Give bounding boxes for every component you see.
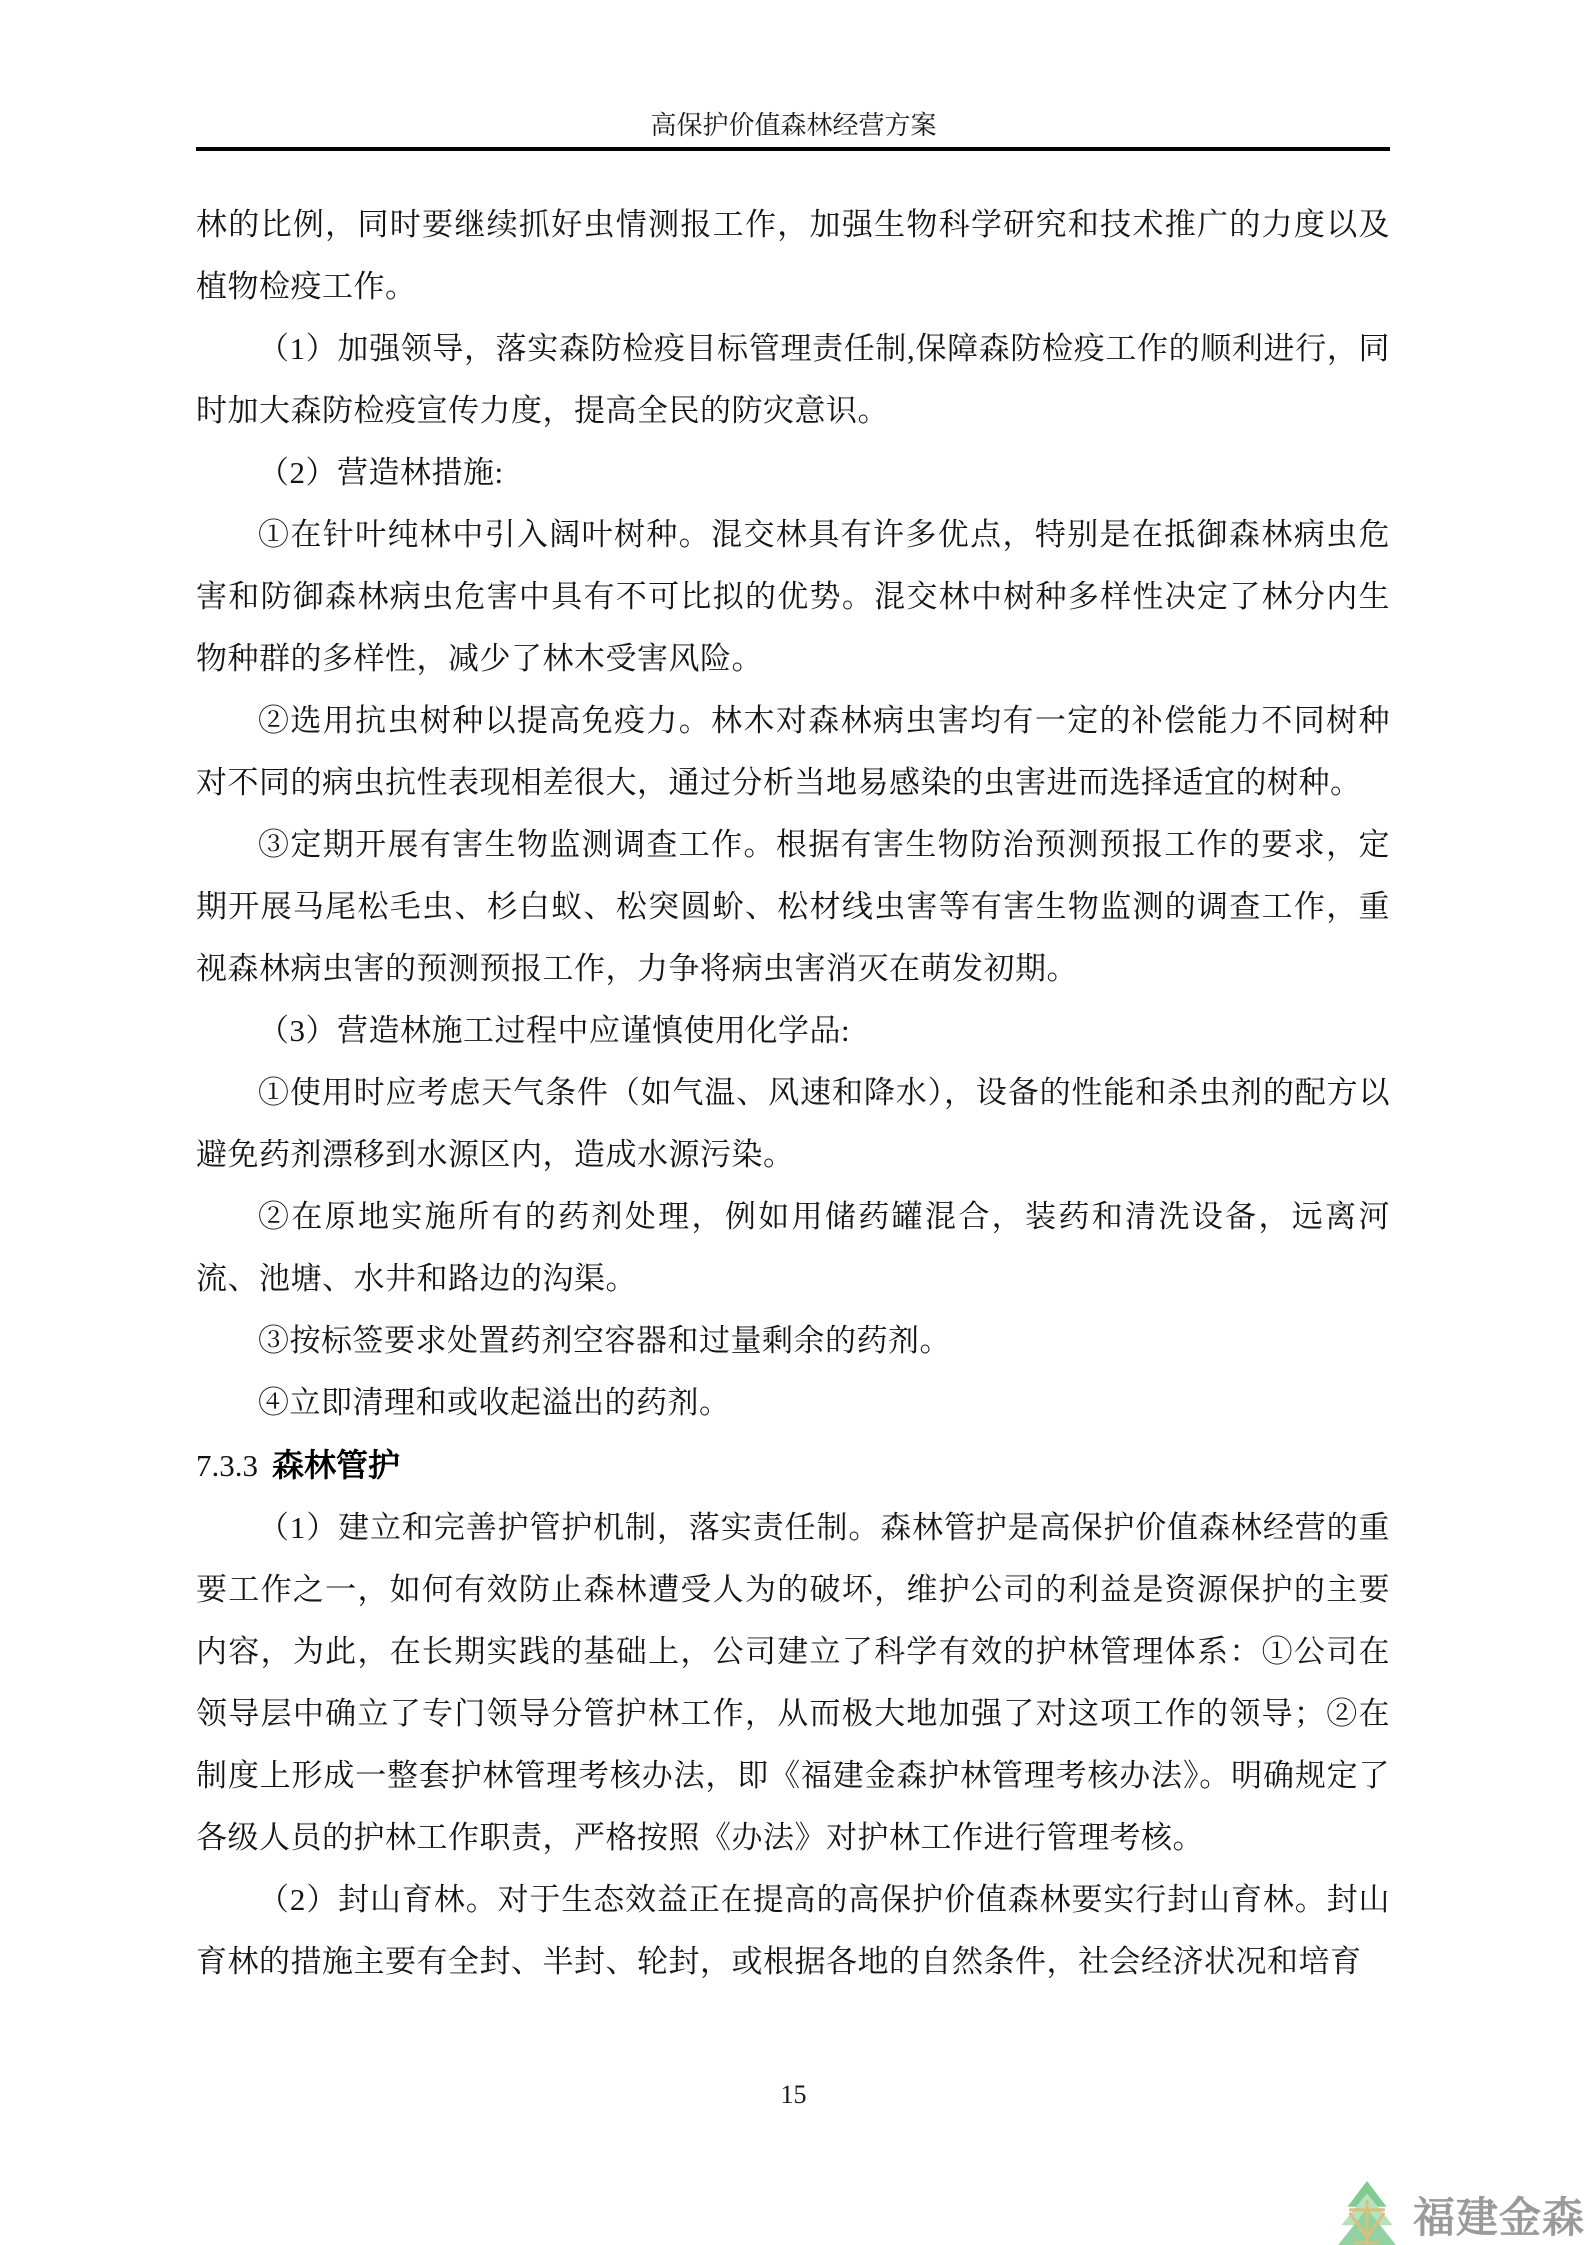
paragraph: ②选用抗虫树种以提高免疫力。林木对森林病虫害均有一定的补偿能力不同树种对不同的病虫抗性表现相差很大，通过分析当地易感染的虫害进而选择适宜的树种。: [196, 703, 1390, 800]
paragraph: ①使用时应考虑天气条件（如气温、风速和降水），设备的性能和杀虫剂的配方以避免药剂漂移到水源区内，造成水源污染。: [196, 1075, 1390, 1172]
header-title: 高保护价值森林经营方案: [650, 111, 937, 140]
paragraph: ①在针叶纯林中引入阔叶树种。混交林具有许多优点，特别是在抵御森林病虫危害和防御森林病虫危害中具有不可比拟的优势。混交林中树种多样性决定了林分内生物种群的多样性，减少了林木受害风险。: [196, 517, 1390, 676]
paragraph: ④立即清理和或收起溢出的药剂。: [258, 1385, 731, 1420]
company-logo: [1331, 2179, 1585, 2245]
paragraph: ②在原地实施所有的药剂处理，例如用储药罐混合，装药和清洗设备，远离河流、池塘、水井和路边的沟渠。: [196, 1199, 1390, 1296]
paragraph: （2）营造林措施:: [258, 455, 504, 490]
paragraph: （1）加强领导，落实森防检疫目标管理责任制,保障森防检疫工作的顺利进行，同时加大森防检疫宣传力度，提高全民的防灾意识。: [196, 331, 1390, 428]
section-title: 森林管护: [272, 1447, 401, 1483]
paragraph: ③按标签要求处置药剂空容器和过量剩余的药剂。: [258, 1323, 951, 1358]
paragraph: （1）建立和完善护管护机制，落实责任制。森林管护是高保护价值森林经营的重要工作之一，如何有效防止森林遭受人为的破坏，维护公司的利益是资源保护的主要内容，为此，在长期实践的基础上，公司建立了科学有效的护林管理体系：①公司在领导层中确立了专门领导分管护林工作，从而极大地加强了对这项工作的领导；②在制度上形成一整套护林管理考核办法，即《福建金森护林管理考核办法》。明确规定了各级人员的护林工作职责，严格按照《办法》对护林工作进行管理考核。: [196, 1510, 1390, 1855]
section-heading: [196, 1434, 1390, 1497]
header-rule: [196, 147, 1390, 151]
pine-tree-icon: [1331, 2179, 1403, 2245]
page-number: 15: [780, 2080, 807, 2109]
logo-text: 福建金森: [1412, 2194, 1585, 2241]
paragraph: ③定期开展有害生物监测调查工作。根据有害生物防治预测预报工作的要求，定期开展马尾松毛虫、杉白蚁、松突圆蚧、松材线虫害等有害生物监测的调查工作，重视森林病虫害的预测预报工作，力争将病虫害消灭在萌发初期。: [196, 827, 1390, 986]
paragraph-continuation: 林的比例，同时要继续抓好虫情测报工作，加强生物科学研究和技术推广的力度以及植物检疫工作。: [196, 207, 1390, 304]
paragraph: （2）封山育林。对于生态效益正在提高的高保护价值森林要实行封山育林。封山育林的措施主要有全封、半封、轮封，或根据各地的自然条件，社会经济状况和培育: [196, 1882, 1390, 1979]
paragraph: （3）营造林施工过程中应谨慎使用化学品:: [258, 1013, 851, 1048]
document-body: [196, 194, 1390, 1993]
section-number: 7.3.3: [196, 1448, 258, 1483]
